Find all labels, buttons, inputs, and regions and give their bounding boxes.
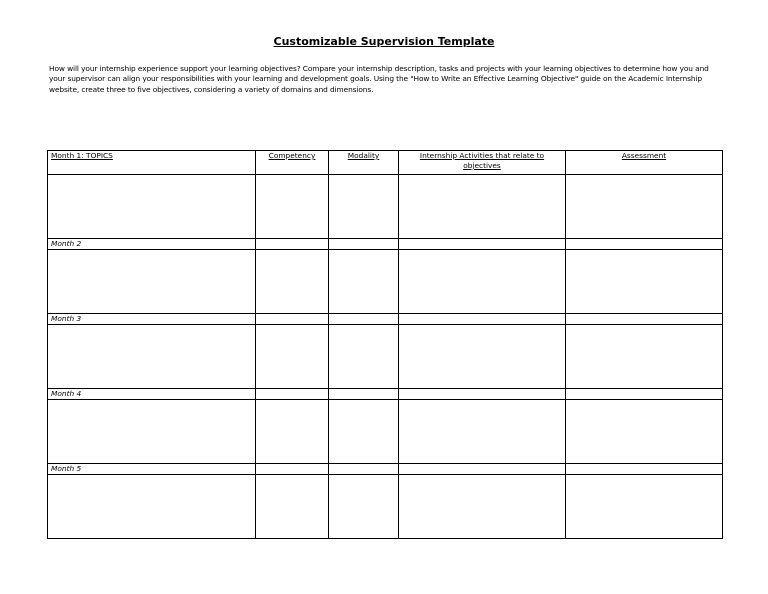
supervision-table [47, 150, 723, 539]
entry-cell[interactable] [566, 250, 723, 314]
month-label: Month 4 [48, 389, 256, 400]
entry-cell[interactable] [48, 475, 256, 539]
header-activities: Internship Activities that relate to objectives [399, 151, 566, 175]
header-modality: Modality [329, 151, 399, 175]
month-2-label-row [48, 239, 723, 250]
entry-cell[interactable] [566, 475, 723, 539]
month-4-label-row [48, 389, 723, 400]
entry-cell[interactable] [399, 175, 566, 239]
month-label: Month 2 [48, 239, 256, 250]
month-2-entry-row [48, 250, 723, 314]
month-1-entry-row [48, 175, 723, 239]
entry-cell[interactable] [399, 325, 566, 389]
header-topics: Month 1: TOPICS [48, 151, 256, 175]
entry-cell[interactable] [256, 400, 329, 464]
entry-cell[interactable] [399, 400, 566, 464]
entry-cell[interactable] [329, 250, 399, 314]
header-row [48, 151, 723, 175]
month-label: Month 3 [48, 314, 256, 325]
month-4-entry-row [48, 400, 723, 464]
entry-cell[interactable] [256, 325, 329, 389]
month-3-label-row [48, 314, 723, 325]
entry-cell[interactable] [48, 175, 256, 239]
entry-cell[interactable] [48, 400, 256, 464]
month-3-entry-row [48, 325, 723, 389]
entry-cell[interactable] [256, 475, 329, 539]
entry-cell[interactable] [256, 250, 329, 314]
header-competency: Competency [256, 151, 329, 175]
entry-cell[interactable] [329, 325, 399, 389]
entry-cell[interactable] [566, 400, 723, 464]
entry-cell[interactable] [399, 250, 566, 314]
entry-cell[interactable] [256, 175, 329, 239]
month-5-label-row [48, 464, 723, 475]
page-title: Customizable Supervision Template [273, 35, 495, 48]
intro-paragraph: How will your internship experience support your learning objectives? Compare your internship description, tasks and projects with your learning objectives to determine how you and your supervisor can align your responsibilities with your learning and development goals. Using the "How to Write an Effective Learning Objective" guide on the Academic Internship website, create three to five objectives, considering a variety of domains and dimensions. [49, 64, 709, 94]
entry-cell[interactable] [566, 175, 723, 239]
entry-cell[interactable] [329, 175, 399, 239]
entry-cell[interactable] [48, 325, 256, 389]
entry-cell[interactable] [329, 400, 399, 464]
entry-cell[interactable] [399, 475, 566, 539]
month-label: Month 5 [48, 464, 256, 475]
entry-cell[interactable] [329, 475, 399, 539]
month-5-entry-row [48, 475, 723, 539]
entry-cell[interactable] [566, 325, 723, 389]
header-assessment: Assessment [566, 151, 723, 175]
entry-cell[interactable] [48, 250, 256, 314]
